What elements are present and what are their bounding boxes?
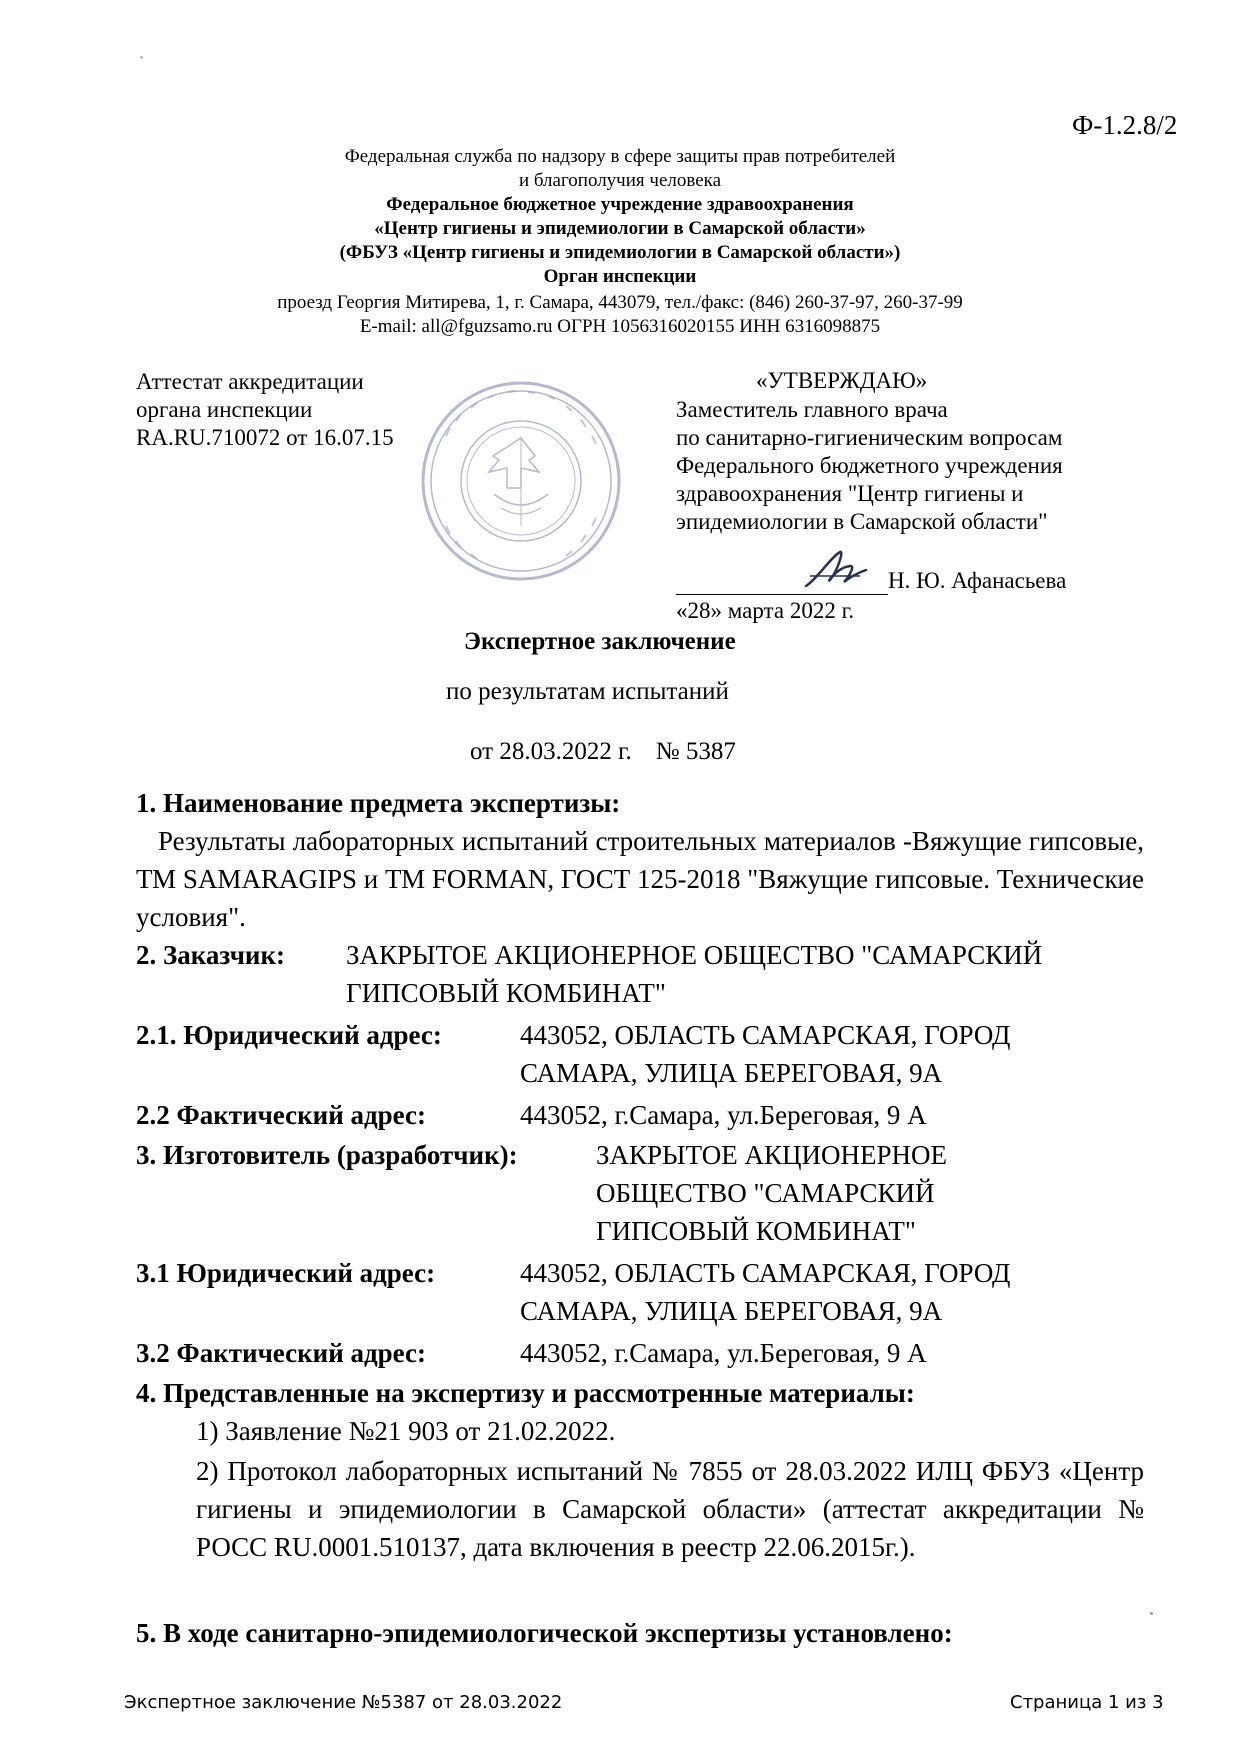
seal-stamp-icon [416,376,626,586]
section-3-label: 3. Изготовитель (разработчик): [136,1140,518,1170]
approval-block [676,396,1063,536]
legal-address-line: 443052, ОБЛАСТЬ САМАРСКАЯ, ГОРОД [520,1258,1011,1288]
document-number-line [470,738,736,766]
legal-address-line: САМАРА, УЛИЦА БЕРЕГОВАЯ, 9А [520,1058,943,1088]
org-header-line: Федеральное бюджетное учреждение здравоохранения [386,194,854,215]
section-2-2-label: 2.2 Фактический адрес: [136,1100,426,1130]
accreditation-block [136,368,394,452]
approval-title: «УТВЕРЖДАЮ» [756,368,928,393]
signature-icon [800,548,870,594]
footer-document-ref: Экспертное заключение №5387 от 28.03.2022 [124,1692,563,1713]
approval-line: здравоохранения "Центр гигиены и [676,481,1024,506]
customer-name-line: ГИПСОВЫЙ КОМБИНАТ" [346,978,666,1008]
document-title: Экспертное заключение [464,628,736,655]
org-header-line: Орган инспекции [543,266,697,287]
section-3-2-label: 3.2 Фактический адрес: [136,1338,426,1368]
section-4-heading: 4. Представленные на экспертизу и рассмотренные материалы: [136,1378,915,1408]
approval-line: Федерального бюджетного учреждения [676,453,1063,478]
org-header-line: Федеральная служба по надзору в сфере защиты прав потребителей [344,146,896,167]
approval-line: эпидемиологии в Самарской области" [676,509,1048,534]
accreditation-line: органа инспекции [136,397,313,422]
document-number: № 5387 [655,738,736,765]
section-1-text: Результаты лабораторных испытаний строительных материалов -Вяжущие гипсовые, ТМ SAMARAGIPS и ТМ FORMAN, ГОСТ 125-2018 "Вяжущие гипсовые. Технические условия". [136,826,1144,932]
org-header-line: «Центр гигиены и эпидемиологии в Самарской области» [374,218,866,239]
scan-speck [140,56,143,59]
section-2-label: 2. Заказчик: [136,940,286,970]
material-item: 2) Протокол лабораторных испытаний № 7855 от 28.03.2022 ИЛЦ ФБУЗ «Центр гигиены и эпидемиологии в Самарской области» (аттестат аккредитации № РОСС RU.0001.510137, дата включения в реестр 22.06.2015г.). [196,1456,1144,1562]
section-2-1-label: 2.1. Юридический адрес: [136,1020,442,1050]
accreditation-number: RA.RU.710072 от 16.07.15 [136,425,394,450]
approval-line: Заместитель главного врача [676,397,948,422]
manufacturer-name-line: ГИПСОВЫЙ КОМБИНАТ" [596,1216,916,1246]
org-header-line: E-mail: all@fguzsamo.ru ОГРН 1056316020155 ИНН 6316098875 [359,316,881,337]
footer-page-number: Страница 1 из 3 [1010,1692,1164,1713]
legal-address-line: САМАРА, УЛИЦА БЕРЕГОВАЯ, 9А [520,1296,943,1326]
actual-address: 443052, г.Самара, ул.Береговая, 9 А [520,1100,927,1130]
manufacturer-name-line: ОБЩЕСТВО "САМАРСКИЙ [596,1178,935,1208]
actual-address: 443052, г.Самара, ул.Береговая, 9 А [520,1338,927,1368]
legal-address-line: 443052, ОБЛАСТЬ САМАРСКАЯ, ГОРОД [520,1020,1011,1050]
customer-name-line: ЗАКРЫТОЕ АКЦИОНЕРНОЕ ОБЩЕСТВО "САМАРСКИЙ [346,940,1043,970]
org-header-line: проезд Георгия Митирева, 1, г. Самара, 443079, тел./факс: (846) 260-37-97, 260-37-99 [277,292,963,313]
section-1-heading: 1. Наименование предмета экспертизы: [136,788,621,818]
document-subtitle: по результатам испытаний [446,678,729,705]
approval-line: по санитарно-гигиеническим вопросам [676,425,1063,450]
material-item: 1) Заявление №21 903 от 21.02.2022. [196,1416,616,1446]
signer-name: Н. Ю. Афанасьева [888,568,1067,593]
section-5-heading: 5. В ходе санитарно-эпидемиологической экспертизы установлено: [136,1618,953,1648]
manufacturer-name-line: ЗАКРЫТОЕ АКЦИОНЕРНОЕ [596,1140,947,1170]
org-header-line: (ФБУЗ «Центр гигиены и эпидемиологии в Самарской области») [339,242,901,263]
form-code: Ф-1.2.8/2 [1072,110,1178,140]
scan-speck [1150,1612,1153,1615]
accreditation-line: Аттестат аккредитации [136,369,364,394]
approval-date: «28» марта 2022 г. [676,598,855,623]
org-header-line: и благополучия человека [518,170,722,191]
document-date: от 28.03.2022 г. [470,738,632,765]
section-3-1-label: 3.1 Юридический адрес: [136,1258,436,1288]
